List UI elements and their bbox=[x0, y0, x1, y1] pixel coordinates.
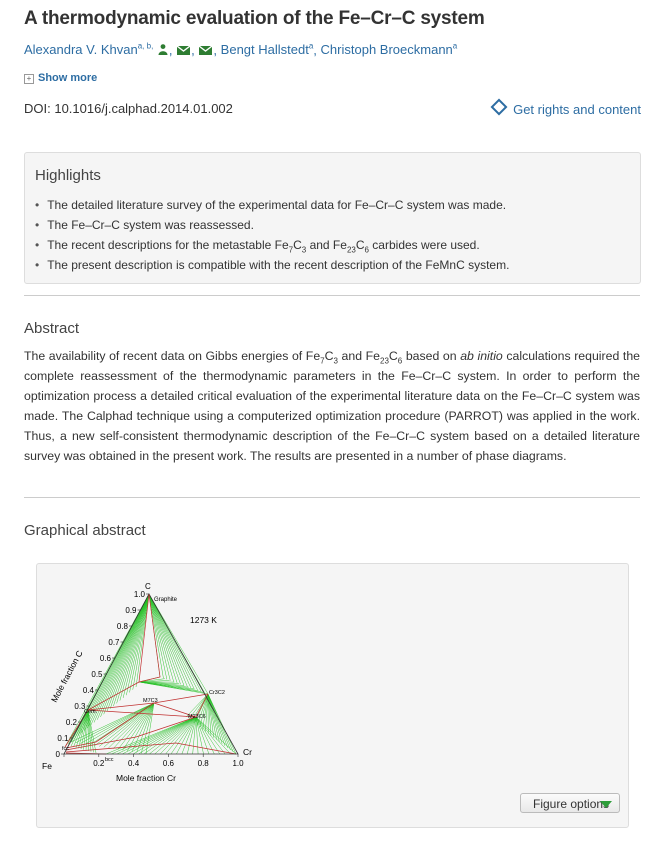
tie-line bbox=[155, 717, 196, 754]
tie-line bbox=[208, 694, 228, 748]
left-tick-label: 0.4 bbox=[82, 686, 94, 695]
list-item: • The Fe–Cr–C system was reassessed. bbox=[35, 215, 509, 235]
phase-label-m7c3: M7C3 bbox=[143, 698, 158, 704]
article-title: A thermodynamic evaluation of the Fe–Cr–C system bbox=[24, 8, 485, 29]
author-link-hallstedt[interactable]: Bengt Hallstedt$^a$ bbox=[220, 42, 314, 58]
phase-label-fcc: fcc bbox=[62, 746, 70, 752]
phase-boundary bbox=[66, 743, 236, 754]
get-rights-link[interactable]: Get rights and content bbox=[493, 101, 641, 117]
phase-label-bcc: bcc bbox=[105, 757, 114, 763]
axis-label-left: Mole fraction C bbox=[48, 648, 85, 704]
bottom-tick-label: 0.4 bbox=[128, 759, 140, 768]
corner-label-top: C bbox=[145, 582, 151, 591]
bottom-axis-ticks bbox=[64, 754, 244, 768]
show-more-toggle[interactable]: + Show more bbox=[24, 72, 97, 84]
axis-label-bottom: Mole fraction Cr bbox=[116, 773, 176, 783]
bottom-tick-label: 0.6 bbox=[162, 759, 174, 768]
divider bbox=[24, 295, 640, 296]
author-list: Alexandra V. Khvan$^{a, b,}$ , , , Bengt Hallstedt$^a$, Christoph Broeckmann$^a$ bbox=[24, 42, 458, 58]
list-item: • The recent descriptions for the metastable $Fe_7C_3$ and $Fe_{23}C_6$ carbides were used. bbox=[35, 235, 509, 255]
left-tick-label: 0.1 bbox=[57, 734, 69, 743]
phase-label-m23c6: M23C6 bbox=[188, 714, 206, 720]
highlights-list bbox=[35, 195, 509, 275]
envelope-icon[interactable] bbox=[199, 43, 212, 58]
left-tick-label: 1.0 bbox=[133, 590, 145, 599]
author-link-broeckmann[interactable]: Christoph Broeckmann$^a$ bbox=[320, 42, 458, 58]
bottom-tick-label: 0.2 bbox=[93, 759, 105, 768]
left-tick-label: 0.5 bbox=[91, 670, 103, 679]
bottom-tick-label: 0.8 bbox=[197, 759, 209, 768]
corner-label-right: Cr bbox=[243, 747, 252, 757]
phase-label-cr3c2: Cr3C2 bbox=[209, 690, 225, 696]
list-item: • The detailed literature survey of the experimental data for Fe–Cr–C system was made. bbox=[35, 195, 509, 215]
highlights-box bbox=[24, 152, 641, 284]
bottom-tick-label: 1.0 bbox=[232, 759, 244, 768]
graphical-abstract-heading: Graphical abstract bbox=[24, 522, 146, 539]
tie-line bbox=[149, 594, 167, 679]
abstract-text: The availability of recent data on Gibbs energies of $Fe_7C_3$ and $Fe_{23}C_6$ based on ab initio calculations required the complete reassessment of the thermodynamic parameters in the Fe–Cr–C system. In order to perform the optimization process a detailed critical evaluation of the experimental literature data on the Fe–Cr–C system was made. The Calphad technique using a computerized optimization procedure (PARROT) was applied in the work. Thus, a new self-consistent thermodynamic description of the Fe–Cr–C system based on a detailed literature survey was obtained in the present work. The results are presented in a number of phase diagrams. bbox=[24, 349, 640, 463]
divider bbox=[24, 497, 640, 498]
left-tick-label: 0.6 bbox=[99, 654, 111, 663]
temperature-label: 1273 K bbox=[190, 615, 217, 625]
tie-line bbox=[160, 717, 196, 754]
doi-text: DOI: 10.1016/j.calphad.2014.01.002 bbox=[24, 101, 233, 116]
tie-line bbox=[208, 694, 222, 744]
left-tick-label: 0.7 bbox=[108, 638, 120, 647]
triangle-down-icon bbox=[600, 801, 612, 808]
author-link-khvan[interactable]: Alexandra V. Khvan$^{a, b,}$ bbox=[24, 42, 154, 58]
tie-line bbox=[139, 682, 208, 694]
ternary-phase-diagram[interactable] bbox=[36, 567, 276, 787]
diamond-arrow-icon bbox=[491, 99, 508, 116]
tie-line bbox=[149, 594, 184, 686]
tie-line bbox=[149, 594, 198, 690]
left-tick-label: 0.9 bbox=[125, 606, 137, 615]
left-tick-label: 0.8 bbox=[116, 622, 128, 631]
person-icon[interactable] bbox=[158, 43, 168, 58]
phase-label-cem: Cem. bbox=[84, 709, 98, 715]
corner-label-left: Fe bbox=[42, 761, 52, 771]
left-tick-label: 0.2 bbox=[65, 718, 77, 727]
left-tick-label: 0.3 bbox=[74, 702, 86, 711]
plus-box-icon: + bbox=[24, 74, 34, 84]
phase-label-graphite: Graphite bbox=[154, 597, 178, 603]
list-item: • The present description is compatible with the recent description of the FeMnC system. bbox=[35, 255, 509, 275]
highlights-heading: Highlights bbox=[35, 167, 101, 184]
envelope-icon[interactable] bbox=[177, 43, 190, 58]
left-tick-label: 0 bbox=[55, 750, 60, 759]
abstract-heading: Abstract bbox=[24, 320, 80, 337]
figure-options-button[interactable]: Figure options bbox=[520, 793, 620, 813]
